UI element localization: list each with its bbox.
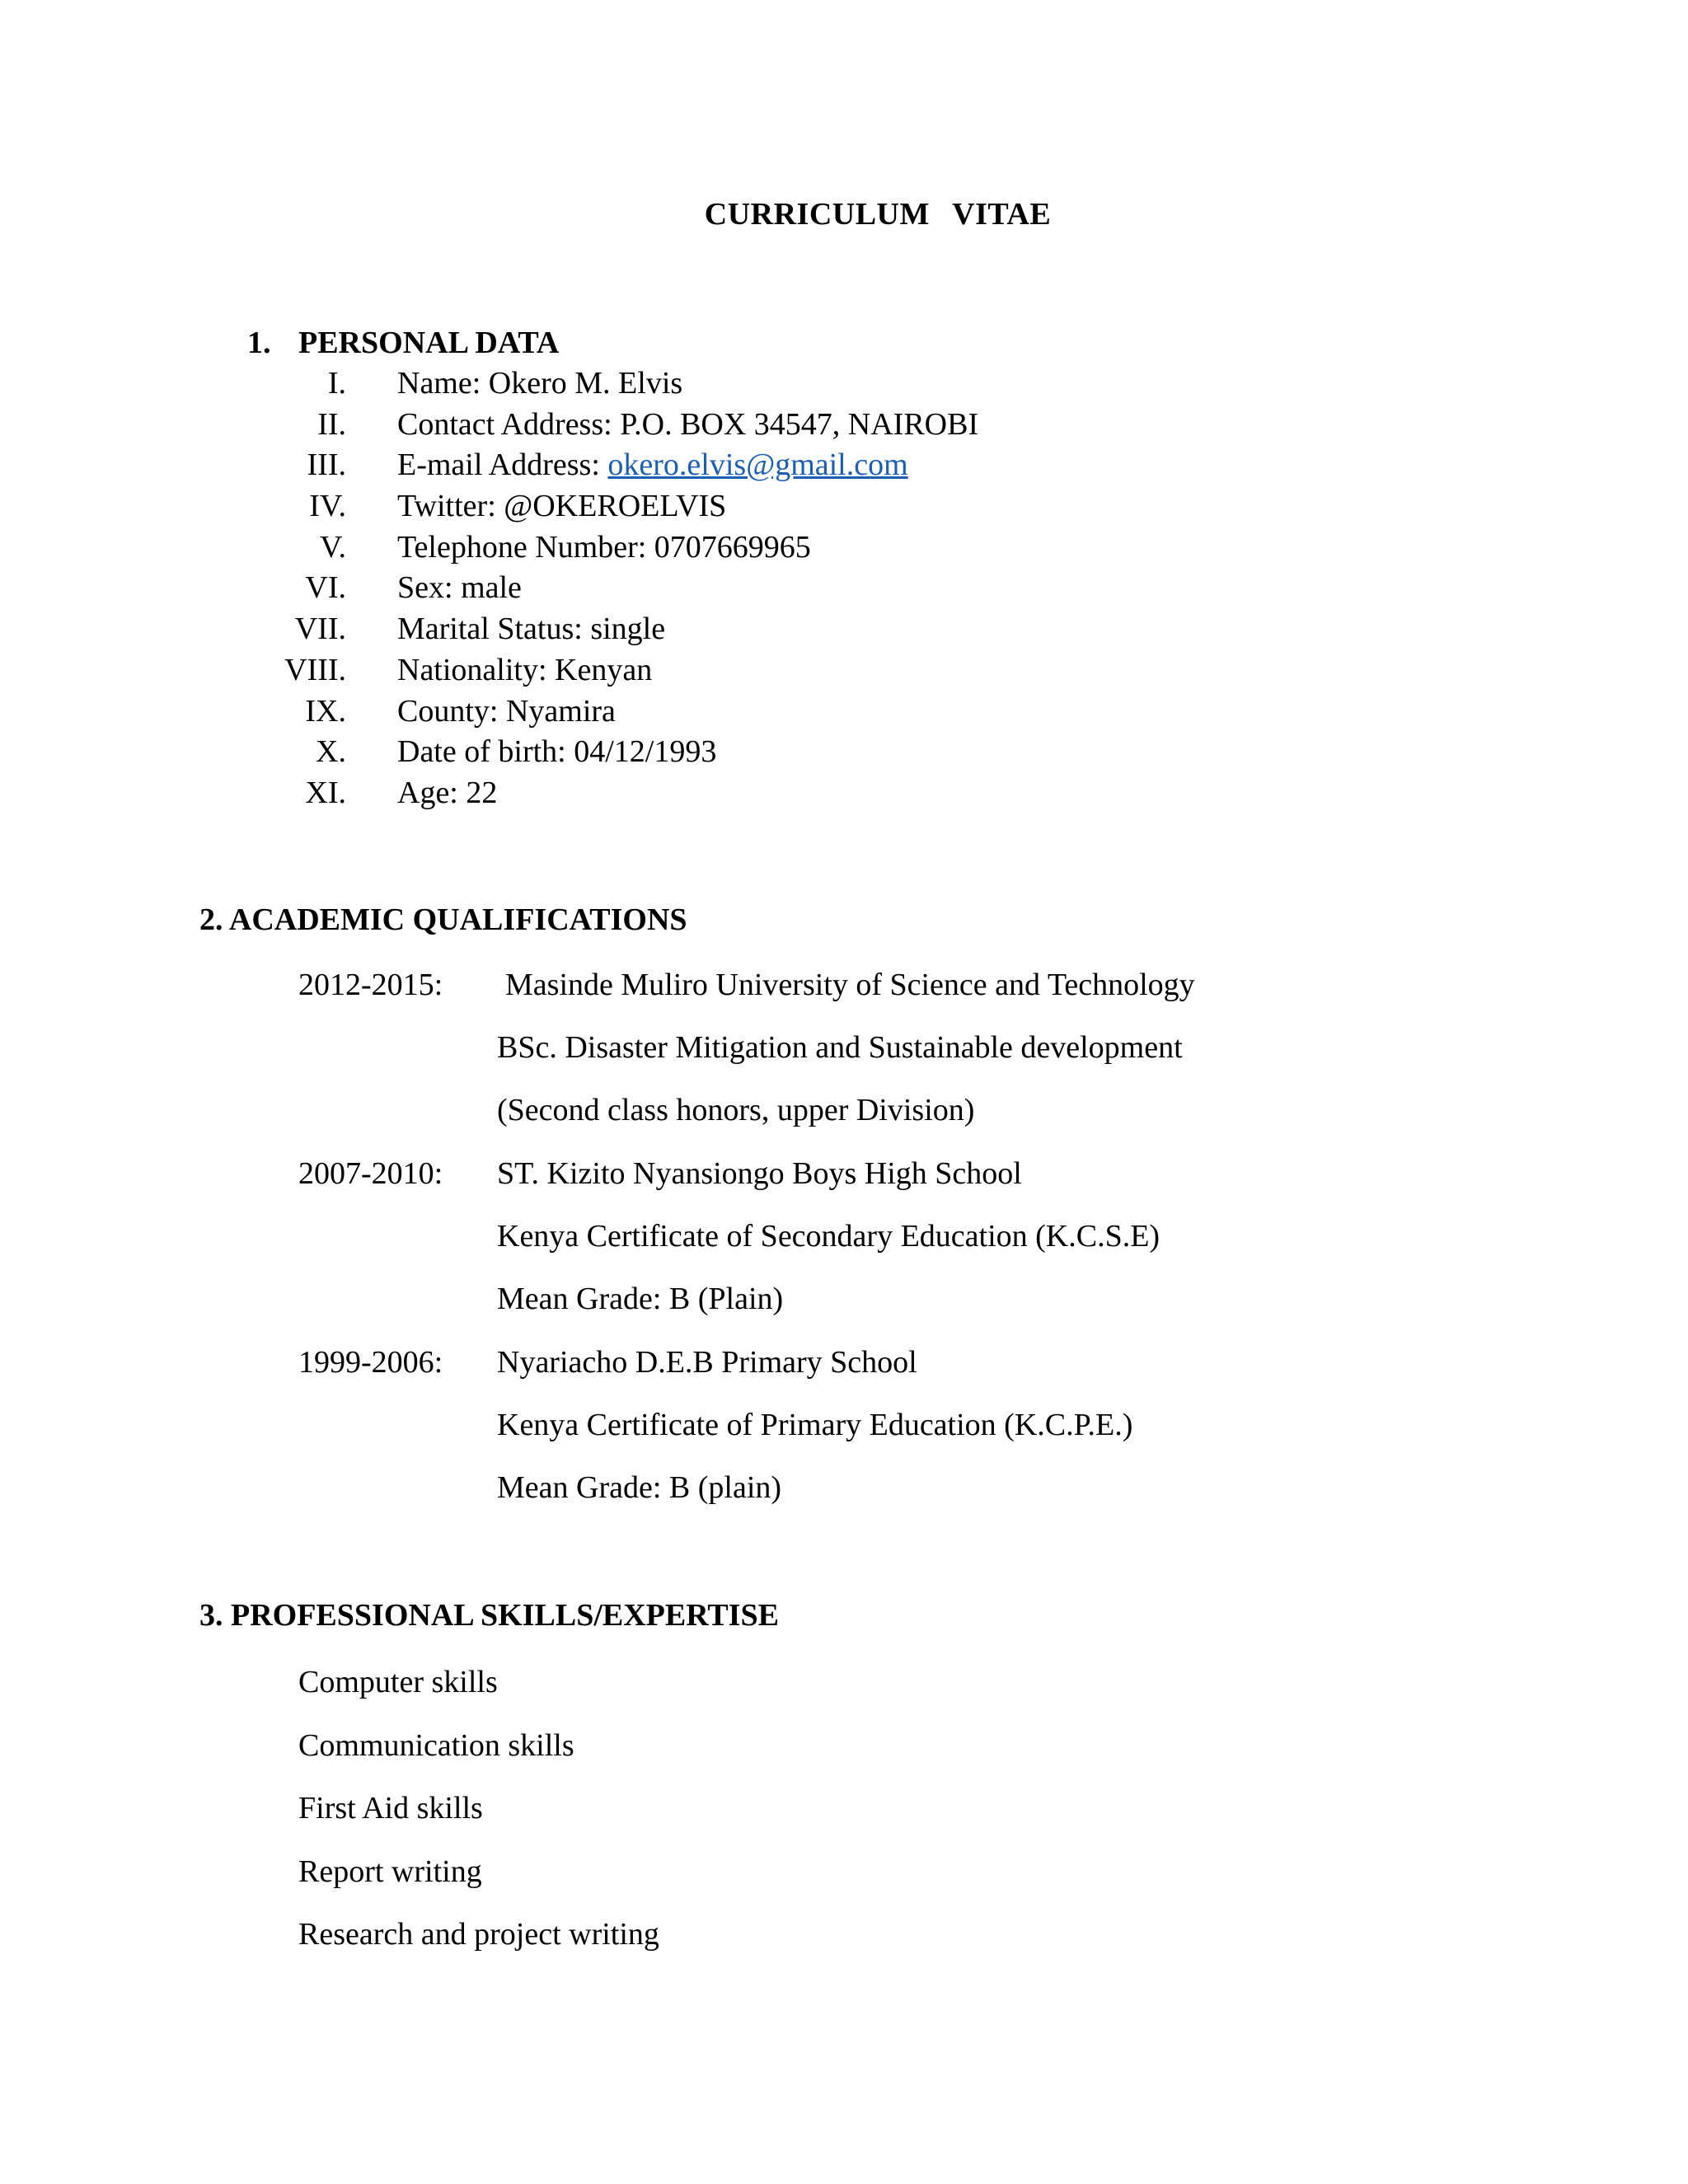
personal-item-nationality	[0, 650, 1688, 691]
skill-item: Research and project writing	[298, 1917, 659, 1952]
academic-qualifications-list	[0, 963, 1688, 1529]
academic-entry	[0, 1340, 1688, 1529]
academic-years: 2007-2010:	[298, 1156, 443, 1191]
list-number: XI.	[305, 775, 346, 810]
qualification: Kenya Certificate of Primary Education (K.C.P.E.)	[497, 1408, 1133, 1442]
list-number: III.	[307, 448, 346, 483]
item-value: Kenyan	[555, 652, 653, 687]
item-value: single	[590, 612, 666, 647]
professional-skills-list	[298, 1660, 659, 1975]
personal-data-number: 1.	[247, 326, 271, 360]
academic-years: 1999-2006:	[298, 1345, 443, 1380]
personal-item-age	[0, 773, 1688, 814]
academic-entry	[0, 963, 1688, 1151]
list-number: VII.	[294, 612, 346, 647]
item-value: P.O. BOX 34547, NAIROBI	[620, 406, 979, 442]
item-value: @OKEROELVIS	[504, 489, 727, 524]
item-value: 0707669965	[654, 529, 811, 565]
qualification: BSc. Disaster Mitigation and Sustainable development	[497, 1030, 1183, 1065]
skill-item: Report writing	[298, 1854, 482, 1889]
item-label: Date of birth:	[397, 734, 574, 770]
professional-skills-heading: 3. PROFESSIONAL SKILLS/EXPERTISE	[199, 1598, 779, 1633]
personal-item-marital-status	[0, 609, 1688, 650]
academic-years: 2012-2015:	[298, 968, 443, 1002]
item-label: Twitter:	[397, 489, 504, 524]
grade: Mean Grade: B (plain)	[497, 1470, 782, 1505]
personal-data-title: PERSONAL DATA	[298, 326, 560, 360]
grade: (Second class honors, upper Division)	[497, 1093, 975, 1127]
grade: Mean Grade: B (Plain)	[497, 1282, 784, 1316]
item-label: County:	[397, 693, 506, 729]
institution-name: Nyariacho D.E.B Primary School	[497, 1345, 917, 1380]
list-number: V.	[319, 529, 346, 565]
item-value: Okero M. Elvis	[488, 366, 683, 401]
item-label: Age:	[397, 775, 467, 810]
qualification: Kenya Certificate of Secondary Education (K.C.S.E)	[497, 1219, 1160, 1254]
list-number: I.	[327, 366, 346, 401]
personal-item-date-of-birth	[0, 732, 1688, 773]
personal-item-name	[0, 363, 1688, 405]
personal-item-telephone	[0, 527, 1688, 569]
list-number: X.	[316, 734, 346, 770]
item-label: E-mail Address:	[397, 448, 608, 483]
item-value: 04/12/1993	[574, 734, 717, 770]
item-label: Nationality:	[397, 652, 556, 687]
skill-item: First Aid skills	[298, 1791, 483, 1825]
academic-qualifications-heading: 2. ACADEMIC QUALIFICATIONS	[199, 902, 687, 937]
personal-item-twitter	[0, 486, 1688, 527]
item-value: Nyamira	[505, 693, 616, 729]
item-label: Name:	[397, 366, 489, 401]
institution-name: ST. Kizito Nyansiongo Boys High School	[497, 1156, 1022, 1191]
skill-item: Communication skills	[298, 1727, 574, 1763]
list-number: IX.	[305, 693, 346, 729]
skill-item: Computer skills	[298, 1665, 498, 1699]
academic-entry	[0, 1151, 1688, 1340]
email-link[interactable]: okero.elvis@gmail.com	[607, 448, 908, 483]
personal-data-heading	[247, 325, 559, 361]
list-number: VIII.	[284, 652, 346, 687]
item-label: Sex:	[397, 570, 462, 606]
item-label: Telephone Number:	[397, 529, 654, 565]
item-value: male	[461, 570, 522, 606]
item-label: Marital Status:	[397, 612, 591, 647]
personal-item-contact-address	[0, 405, 1688, 446]
document-title: CURRICULUM VITAE	[704, 197, 1052, 232]
list-number: II.	[317, 406, 346, 442]
item-value: 22	[466, 775, 498, 810]
list-number: IV.	[309, 489, 346, 524]
personal-item-email	[0, 445, 1688, 486]
personal-item-sex	[0, 568, 1688, 609]
institution-name: Masinde Muliro University of Science and Technology	[505, 968, 1195, 1002]
personal-data-list	[0, 363, 1688, 814]
personal-item-county	[0, 691, 1688, 733]
item-label: Contact Address:	[397, 406, 621, 442]
list-number: VI.	[305, 570, 346, 606]
